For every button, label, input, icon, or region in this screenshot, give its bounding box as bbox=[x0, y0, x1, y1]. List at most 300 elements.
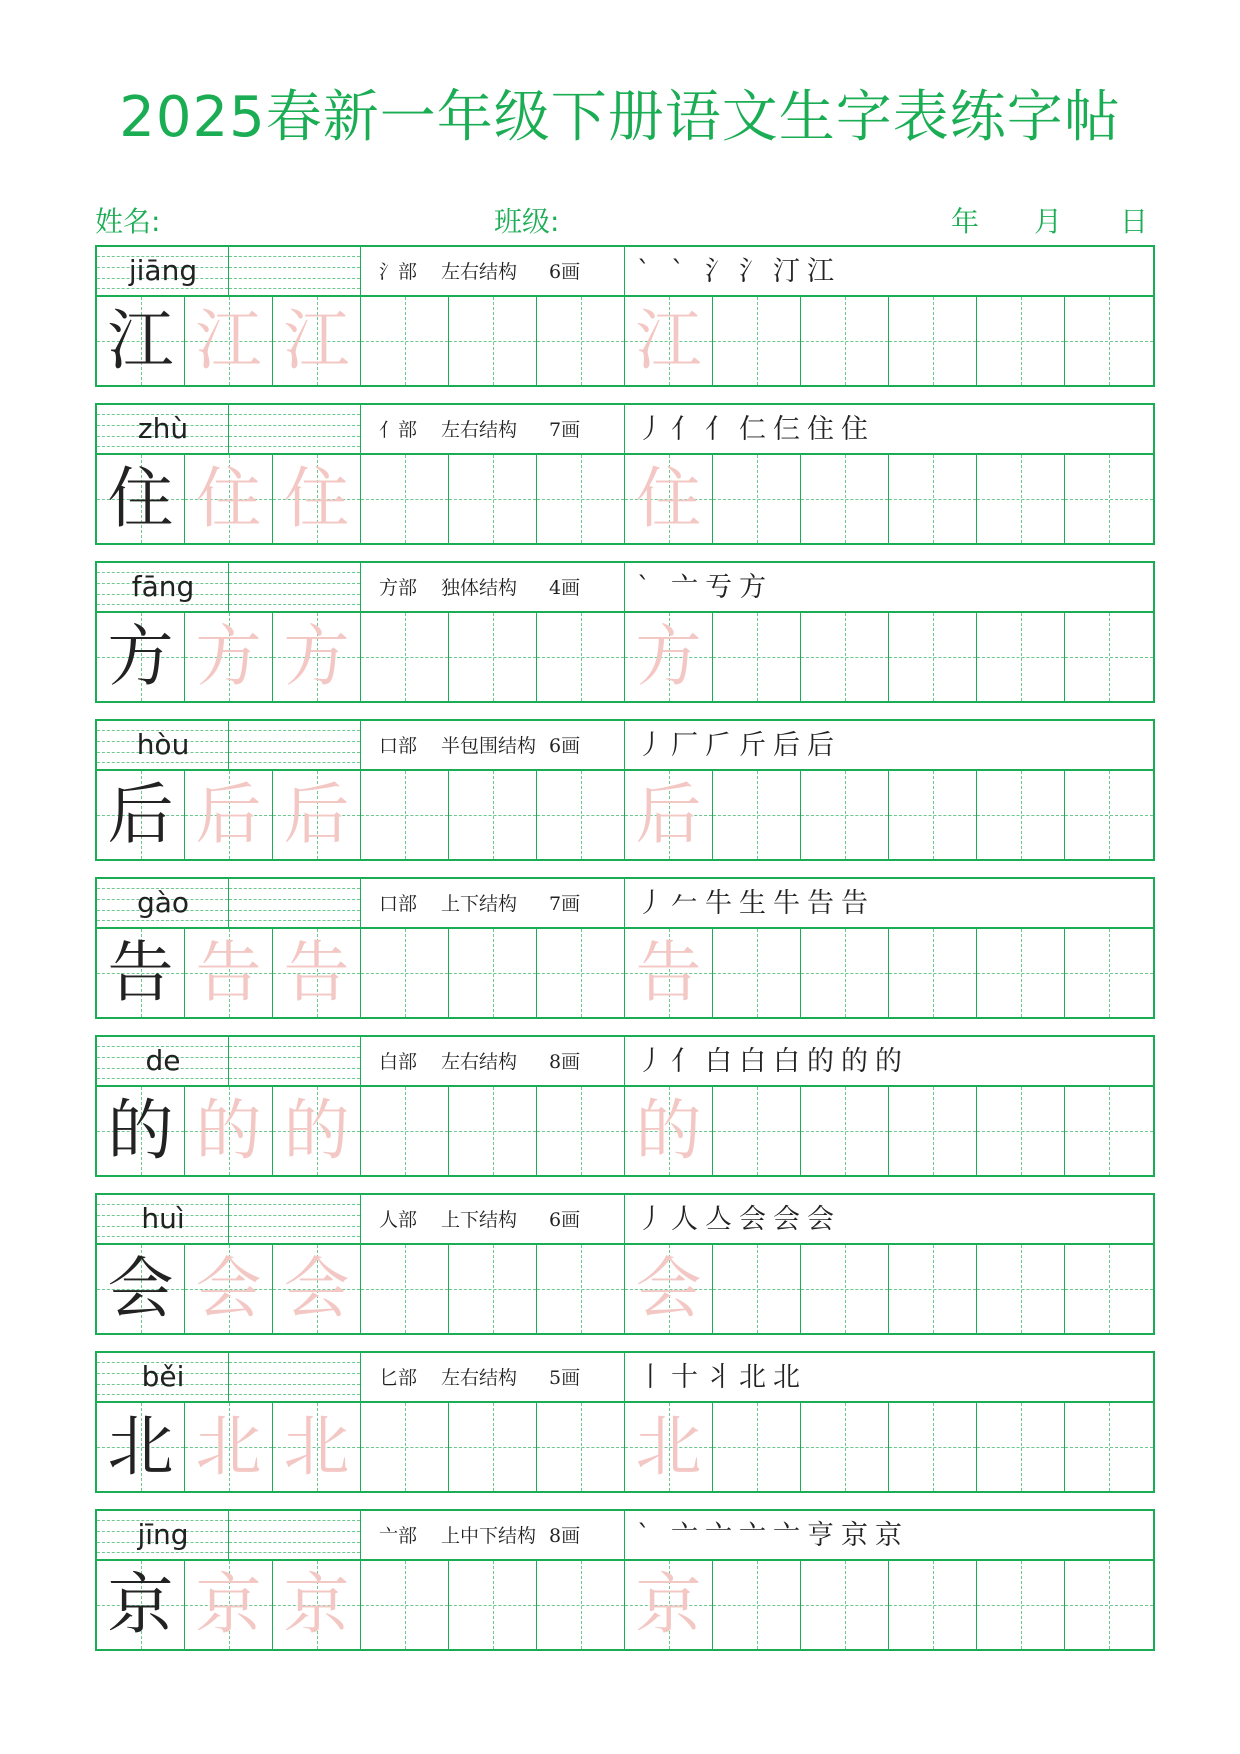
writing-cell[interactable] bbox=[801, 1403, 889, 1491]
trace-character: 方 bbox=[635, 618, 702, 695]
writing-cell[interactable] bbox=[977, 1245, 1065, 1333]
stroke-step: 北 bbox=[773, 1362, 800, 1393]
stroke-step: 住 bbox=[841, 414, 868, 445]
writing-cell[interactable] bbox=[1065, 455, 1153, 543]
writing-cell[interactable] bbox=[889, 1403, 977, 1491]
stroke-count-text: 5画 bbox=[549, 1367, 581, 1389]
row-header-bar bbox=[95, 1193, 1155, 1245]
stroke-order bbox=[625, 405, 1153, 455]
row-header-bar bbox=[95, 561, 1155, 613]
model-character: 江 bbox=[107, 302, 174, 379]
writing-cells bbox=[95, 927, 1155, 1019]
writing-cell[interactable] bbox=[713, 455, 801, 543]
writing-cell[interactable] bbox=[537, 1087, 625, 1175]
writing-cells bbox=[95, 769, 1155, 861]
writing-cell[interactable] bbox=[361, 929, 449, 1017]
stroke-step: 牛 bbox=[705, 888, 732, 919]
stroke-step: 会 bbox=[739, 1204, 766, 1235]
pinyin-practice-box[interactable] bbox=[229, 879, 361, 929]
pinyin-practice-box[interactable] bbox=[229, 1037, 361, 1087]
stroke-step: 亻 bbox=[671, 414, 698, 445]
writing-cell[interactable] bbox=[185, 297, 273, 385]
radical-text: 口部 bbox=[379, 735, 418, 757]
writing-cells bbox=[95, 1243, 1155, 1335]
model-character: 告 bbox=[107, 934, 174, 1011]
writing-cell[interactable] bbox=[713, 1087, 801, 1175]
stroke-step: 的 bbox=[807, 1046, 834, 1077]
writing-cell[interactable] bbox=[713, 297, 801, 385]
stroke-order bbox=[625, 1511, 1153, 1561]
row-header-bar bbox=[95, 245, 1155, 297]
model-character: 京 bbox=[107, 1566, 174, 1643]
char-info bbox=[361, 1511, 625, 1561]
writing-cell[interactable] bbox=[537, 929, 625, 1017]
writing-cell[interactable] bbox=[1065, 1245, 1153, 1333]
page-title: 2025春新一年级下册语文生字表练字帖 bbox=[119, 85, 1121, 150]
writing-cell[interactable] bbox=[97, 455, 185, 543]
radical-text: 口部 bbox=[379, 893, 418, 915]
writing-cell[interactable] bbox=[185, 1245, 273, 1333]
writing-cell[interactable] bbox=[801, 1087, 889, 1175]
stroke-step: 牛 bbox=[773, 888, 800, 919]
structure-text: 独体结构 bbox=[441, 577, 518, 599]
writing-cell[interactable] bbox=[977, 771, 1065, 859]
trace-character: 住 bbox=[195, 460, 262, 537]
pinyin-box bbox=[97, 563, 229, 613]
stroke-step: ` bbox=[637, 256, 651, 287]
writing-cell[interactable] bbox=[449, 1561, 537, 1649]
writing-cells bbox=[95, 1401, 1155, 1493]
stroke-step: 方 bbox=[739, 572, 766, 603]
radical-text: 方部 bbox=[379, 577, 418, 599]
stroke-order bbox=[625, 1195, 1153, 1245]
writing-cell[interactable] bbox=[537, 613, 625, 701]
writing-cell[interactable] bbox=[449, 1087, 537, 1175]
stroke-order bbox=[625, 879, 1153, 929]
writing-cell[interactable] bbox=[97, 297, 185, 385]
trace-character: 方 bbox=[195, 618, 262, 695]
practice-row bbox=[95, 719, 1155, 861]
trace-character: 的 bbox=[283, 1092, 350, 1169]
pinyin-box bbox=[97, 405, 229, 455]
writing-cell[interactable] bbox=[97, 613, 185, 701]
writing-cell[interactable] bbox=[801, 1561, 889, 1649]
writing-cell[interactable] bbox=[185, 929, 273, 1017]
stroke-step: 汀 bbox=[773, 256, 800, 287]
stroke-step: 京 bbox=[841, 1520, 868, 1551]
writing-cell[interactable] bbox=[1065, 1403, 1153, 1491]
pinyin-practice-box[interactable] bbox=[229, 1195, 361, 1245]
stroke-step: 厂 bbox=[671, 730, 698, 761]
stroke-step: 斤 bbox=[739, 730, 766, 761]
trace-character: 京 bbox=[195, 1566, 262, 1643]
writing-cell[interactable] bbox=[625, 771, 713, 859]
structure-text: 左右结构 bbox=[441, 419, 518, 441]
stroke-step: 会 bbox=[773, 1204, 800, 1235]
writing-cell[interactable] bbox=[97, 1245, 185, 1333]
stroke-step: 告 bbox=[807, 888, 834, 919]
writing-cell[interactable] bbox=[977, 1087, 1065, 1175]
writing-cell[interactable] bbox=[361, 1403, 449, 1491]
writing-cell[interactable] bbox=[889, 929, 977, 1017]
trace-character: 后 bbox=[635, 776, 702, 853]
stroke-step: 丬 bbox=[705, 1362, 732, 1393]
stroke-step: 人 bbox=[671, 1204, 698, 1235]
row-header-bar bbox=[95, 1351, 1155, 1403]
writing-cells bbox=[95, 1085, 1155, 1177]
writing-cell[interactable] bbox=[273, 455, 361, 543]
stroke-step: 丨 bbox=[637, 1362, 664, 1393]
trace-character: 住 bbox=[283, 460, 350, 537]
model-character: 方 bbox=[107, 618, 174, 695]
writing-cell[interactable] bbox=[889, 297, 977, 385]
writing-cell[interactable] bbox=[889, 1561, 977, 1649]
writing-cell[interactable] bbox=[449, 455, 537, 543]
writing-cell[interactable] bbox=[713, 1245, 801, 1333]
writing-cell[interactable] bbox=[1065, 1087, 1153, 1175]
structure-text: 左右结构 bbox=[441, 1367, 518, 1389]
writing-cell[interactable] bbox=[977, 929, 1065, 1017]
writing-cell[interactable] bbox=[97, 1561, 185, 1649]
stroke-step: 亻 bbox=[671, 1046, 698, 1077]
stroke-step: 亼 bbox=[705, 1204, 732, 1235]
practice-row bbox=[95, 1035, 1155, 1177]
pinyin-box bbox=[97, 879, 229, 929]
trace-character: 住 bbox=[635, 460, 702, 537]
radical-text: 亠部 bbox=[379, 1525, 418, 1547]
char-info bbox=[361, 405, 625, 455]
stroke-count-text: 7画 bbox=[549, 419, 581, 441]
row-header-bar bbox=[95, 1509, 1155, 1561]
name-label: 姓名: bbox=[95, 205, 161, 238]
trace-character: 的 bbox=[635, 1092, 702, 1169]
writing-cell[interactable] bbox=[361, 1561, 449, 1649]
char-info bbox=[361, 1195, 625, 1245]
writing-cell[interactable] bbox=[537, 1561, 625, 1649]
writing-cell[interactable] bbox=[537, 771, 625, 859]
stroke-count-text: 6画 bbox=[549, 735, 581, 757]
stroke-step: 丿 bbox=[637, 1046, 664, 1077]
pinyin-text: běi bbox=[141, 1360, 185, 1393]
stroke-step: 亠 bbox=[671, 1520, 698, 1551]
trace-character: 江 bbox=[635, 302, 702, 379]
stroke-step: ` bbox=[637, 572, 651, 603]
writing-cell[interactable] bbox=[801, 771, 889, 859]
trace-character: 告 bbox=[283, 934, 350, 1011]
writing-cell[interactable] bbox=[273, 1087, 361, 1175]
structure-text: 左右结构 bbox=[441, 261, 518, 283]
writing-cells bbox=[95, 611, 1155, 703]
pinyin-practice-box[interactable] bbox=[229, 1511, 361, 1561]
writing-cell[interactable] bbox=[273, 297, 361, 385]
trace-character: 的 bbox=[195, 1092, 262, 1169]
trace-character: 方 bbox=[283, 618, 350, 695]
class-label: 班级: bbox=[494, 205, 560, 238]
stroke-step: 后 bbox=[773, 730, 800, 761]
radical-text: 氵部 bbox=[379, 261, 418, 283]
pinyin-practice-box[interactable] bbox=[229, 1353, 361, 1403]
writing-cell[interactable] bbox=[449, 929, 537, 1017]
pinyin-practice-box[interactable] bbox=[229, 405, 361, 455]
writing-cell[interactable] bbox=[185, 455, 273, 543]
stroke-count-text: 8画 bbox=[549, 1051, 581, 1073]
writing-cell[interactable] bbox=[97, 1087, 185, 1175]
writing-cell[interactable] bbox=[273, 929, 361, 1017]
stroke-order bbox=[625, 247, 1153, 297]
writing-cell[interactable] bbox=[273, 1245, 361, 1333]
writing-cell[interactable] bbox=[889, 613, 977, 701]
pinyin-text: fāng bbox=[131, 570, 195, 603]
stroke-step: 亠 bbox=[739, 1520, 766, 1551]
char-info bbox=[361, 563, 625, 613]
stroke-order bbox=[625, 1037, 1153, 1087]
stroke-step: 丿 bbox=[637, 1204, 664, 1235]
structure-text: 上中下结构 bbox=[441, 1525, 537, 1547]
row-header-bar bbox=[95, 877, 1155, 929]
pinyin-box bbox=[97, 1195, 229, 1245]
writing-cell[interactable] bbox=[273, 613, 361, 701]
writing-cell[interactable] bbox=[273, 1403, 361, 1491]
trace-character: 会 bbox=[283, 1250, 350, 1327]
trace-character: 北 bbox=[283, 1408, 350, 1485]
model-character: 后 bbox=[107, 776, 174, 853]
stroke-step: 告 bbox=[841, 888, 868, 919]
stroke-step: ` bbox=[637, 1520, 651, 1551]
stroke-step: 北 bbox=[739, 1362, 766, 1393]
writing-cell[interactable] bbox=[1065, 297, 1153, 385]
trace-character: 北 bbox=[195, 1408, 262, 1485]
stroke-count-text: 8画 bbox=[549, 1525, 581, 1547]
row-header-bar bbox=[95, 1035, 1155, 1087]
stroke-step: 白 bbox=[739, 1046, 766, 1077]
writing-cell[interactable] bbox=[1065, 1561, 1153, 1649]
radical-text: 白部 bbox=[379, 1051, 418, 1073]
stroke-step: 丿 bbox=[637, 414, 664, 445]
char-info bbox=[361, 879, 625, 929]
stroke-step: 𠂆 bbox=[705, 730, 732, 761]
char-info bbox=[361, 1037, 625, 1087]
stroke-count-text: 6画 bbox=[549, 261, 581, 283]
practice-grid bbox=[95, 245, 1155, 1667]
stroke-step: 白 bbox=[705, 1046, 732, 1077]
char-info bbox=[361, 721, 625, 771]
writing-cell[interactable] bbox=[361, 297, 449, 385]
writing-cell[interactable] bbox=[537, 455, 625, 543]
writing-cell[interactable] bbox=[713, 613, 801, 701]
writing-cell[interactable] bbox=[97, 1403, 185, 1491]
writing-cell[interactable] bbox=[449, 771, 537, 859]
writing-cell[interactable] bbox=[625, 1403, 713, 1491]
writing-cell[interactable] bbox=[1065, 771, 1153, 859]
pinyin-box bbox=[97, 721, 229, 771]
stroke-step: 丿 bbox=[637, 730, 664, 761]
stroke-step: 亠 bbox=[773, 1520, 800, 1551]
writing-cell[interactable] bbox=[801, 1245, 889, 1333]
trace-character: 会 bbox=[195, 1250, 262, 1327]
stroke-step: 白 bbox=[773, 1046, 800, 1077]
stroke-step: 的 bbox=[841, 1046, 868, 1077]
writing-cell[interactable] bbox=[713, 1561, 801, 1649]
structure-text: 上下结构 bbox=[441, 893, 518, 915]
pinyin-practice-box[interactable] bbox=[229, 247, 361, 297]
stroke-step: 住 bbox=[807, 414, 834, 445]
stroke-step: 氵 bbox=[739, 256, 766, 287]
writing-cell[interactable] bbox=[97, 771, 185, 859]
writing-cell[interactable] bbox=[625, 455, 713, 543]
writing-cell[interactable] bbox=[977, 613, 1065, 701]
pinyin-box bbox=[97, 1511, 229, 1561]
stroke-step: 亻 bbox=[705, 414, 732, 445]
pinyin-text: jīng bbox=[137, 1518, 189, 1551]
writing-cell[interactable] bbox=[185, 1403, 273, 1491]
writing-cell[interactable] bbox=[625, 1087, 713, 1175]
writing-cell[interactable] bbox=[889, 455, 977, 543]
stroke-order bbox=[625, 1353, 1153, 1403]
pinyin-text: de bbox=[145, 1044, 181, 1077]
stroke-step: 仁 bbox=[739, 414, 766, 445]
trace-character: 京 bbox=[283, 1566, 350, 1643]
writing-cell[interactable] bbox=[185, 771, 273, 859]
practice-row bbox=[95, 245, 1155, 387]
writing-cell[interactable] bbox=[537, 297, 625, 385]
writing-cell[interactable] bbox=[185, 1087, 273, 1175]
writing-cell[interactable] bbox=[977, 1561, 1065, 1649]
model-character: 的 bbox=[107, 1092, 174, 1169]
stroke-count-text: 4画 bbox=[549, 577, 581, 599]
pinyin-box bbox=[97, 1353, 229, 1403]
writing-cells bbox=[95, 295, 1155, 387]
trace-character: 京 bbox=[635, 1566, 702, 1643]
trace-character: 后 bbox=[283, 776, 350, 853]
month-label: 月 bbox=[1034, 205, 1063, 238]
stroke-step: 𠂉 bbox=[671, 888, 698, 919]
trace-character: 北 bbox=[635, 1408, 702, 1485]
writing-cell[interactable] bbox=[361, 455, 449, 543]
stroke-step: 江 bbox=[807, 256, 834, 287]
char-info bbox=[361, 1353, 625, 1403]
writing-cell[interactable] bbox=[713, 929, 801, 1017]
writing-cells bbox=[95, 1559, 1155, 1651]
structure-text: 半包围结构 bbox=[441, 735, 537, 757]
practice-row bbox=[95, 877, 1155, 1019]
structure-text: 左右结构 bbox=[441, 1051, 518, 1073]
practice-row bbox=[95, 1509, 1155, 1651]
writing-cell[interactable] bbox=[449, 1245, 537, 1333]
year-label: 年 bbox=[951, 205, 980, 238]
writing-cell[interactable] bbox=[801, 929, 889, 1017]
writing-cell[interactable] bbox=[537, 1245, 625, 1333]
writing-cell[interactable] bbox=[361, 1087, 449, 1175]
writing-cell[interactable] bbox=[97, 929, 185, 1017]
pinyin-text: hòu bbox=[136, 728, 190, 761]
writing-cell[interactable] bbox=[977, 297, 1065, 385]
stroke-count-text: 6画 bbox=[549, 1209, 581, 1231]
stroke-step: 氵 bbox=[705, 256, 732, 287]
model-character: 住 bbox=[107, 460, 174, 537]
trace-character: 告 bbox=[635, 934, 702, 1011]
stroke-step: 亠 bbox=[671, 572, 698, 603]
writing-cell[interactable] bbox=[449, 613, 537, 701]
pinyin-box bbox=[97, 247, 229, 297]
stroke-order bbox=[625, 721, 1153, 771]
writing-cell[interactable] bbox=[801, 613, 889, 701]
stroke-order bbox=[625, 563, 1153, 613]
pinyin-text: gào bbox=[136, 886, 190, 919]
stroke-step: 亨 bbox=[807, 1520, 834, 1551]
practice-row bbox=[95, 403, 1155, 545]
structure-text: 上下结构 bbox=[441, 1209, 518, 1231]
stroke-step: ` bbox=[671, 256, 685, 287]
writing-cell[interactable] bbox=[713, 771, 801, 859]
trace-character: 江 bbox=[283, 302, 350, 379]
writing-cell[interactable] bbox=[889, 771, 977, 859]
writing-cell[interactable] bbox=[1065, 613, 1153, 701]
pinyin-text: zhù bbox=[137, 412, 189, 445]
writing-cell[interactable] bbox=[625, 1561, 713, 1649]
stroke-step: 的 bbox=[875, 1046, 902, 1077]
day-label: 日 bbox=[1120, 205, 1149, 238]
pinyin-text: jiāng bbox=[128, 254, 198, 287]
pinyin-practice-box[interactable] bbox=[229, 563, 361, 613]
writing-cell[interactable] bbox=[449, 297, 537, 385]
stroke-step: 会 bbox=[807, 1204, 834, 1235]
writing-cell[interactable] bbox=[977, 455, 1065, 543]
char-info bbox=[361, 247, 625, 297]
writing-cell[interactable] bbox=[625, 929, 713, 1017]
writing-cell[interactable] bbox=[273, 1561, 361, 1649]
stroke-count-text: 7画 bbox=[549, 893, 581, 915]
radical-text: 人部 bbox=[379, 1209, 418, 1231]
stroke-step: 后 bbox=[807, 730, 834, 761]
writing-cell[interactable] bbox=[625, 297, 713, 385]
writing-cell[interactable] bbox=[801, 455, 889, 543]
writing-cell[interactable] bbox=[361, 613, 449, 701]
trace-character: 告 bbox=[195, 934, 262, 1011]
stroke-step: 仨 bbox=[773, 414, 800, 445]
writing-cell[interactable] bbox=[185, 1561, 273, 1649]
writing-cell[interactable] bbox=[889, 1245, 977, 1333]
writing-cell[interactable] bbox=[1065, 929, 1153, 1017]
model-character: 北 bbox=[107, 1408, 174, 1485]
pinyin-practice-box[interactable] bbox=[229, 721, 361, 771]
radical-text: 匕部 bbox=[379, 1367, 418, 1389]
writing-cell[interactable] bbox=[537, 1403, 625, 1491]
writing-cell[interactable] bbox=[889, 1087, 977, 1175]
writing-cell[interactable] bbox=[977, 1403, 1065, 1491]
stroke-step: 亐 bbox=[705, 572, 732, 603]
writing-cell[interactable] bbox=[625, 613, 713, 701]
writing-cell[interactable] bbox=[625, 1245, 713, 1333]
writing-cell[interactable] bbox=[801, 297, 889, 385]
trace-character: 江 bbox=[195, 302, 262, 379]
writing-cell[interactable] bbox=[185, 613, 273, 701]
writing-cell[interactable] bbox=[273, 771, 361, 859]
practice-row bbox=[95, 561, 1155, 703]
row-header-bar bbox=[95, 403, 1155, 455]
writing-cell[interactable] bbox=[361, 1245, 449, 1333]
model-character: 会 bbox=[107, 1250, 174, 1327]
writing-cell[interactable] bbox=[361, 771, 449, 859]
pinyin-text: huì bbox=[141, 1202, 185, 1235]
writing-cell[interactable] bbox=[713, 1403, 801, 1491]
row-header-bar bbox=[95, 719, 1155, 771]
pinyin-box bbox=[97, 1037, 229, 1087]
radical-text: 亻部 bbox=[379, 419, 418, 441]
trace-character: 后 bbox=[195, 776, 262, 853]
stroke-step: 京 bbox=[875, 1520, 902, 1551]
stroke-step: 生 bbox=[739, 888, 766, 919]
writing-cell[interactable] bbox=[449, 1403, 537, 1491]
